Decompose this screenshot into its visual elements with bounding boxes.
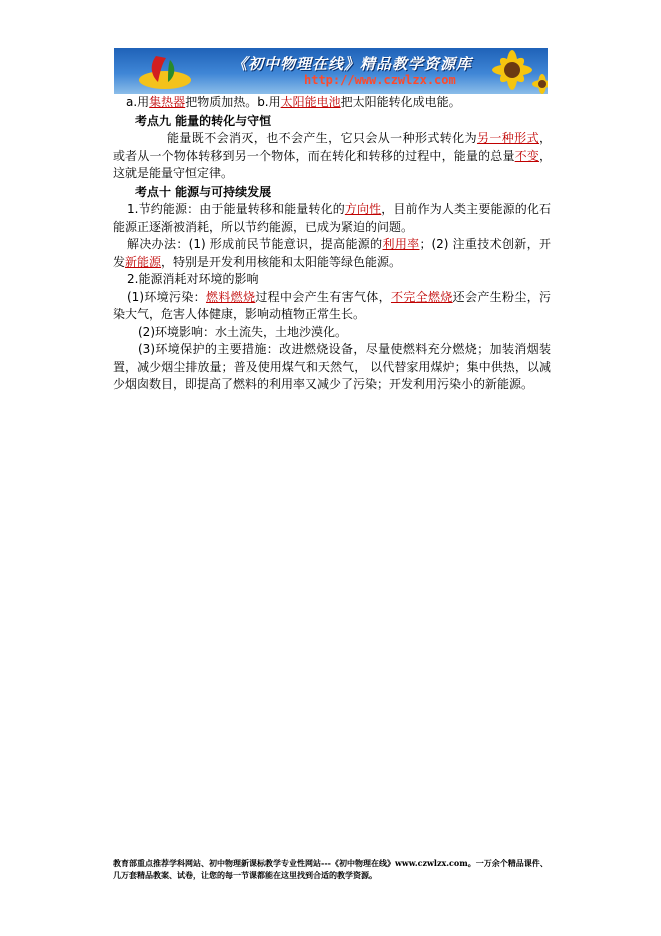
sunflower-image xyxy=(472,48,548,94)
paragraph-protection: (3)环境保护的主要措施：改进燃烧设备，尽量使燃料充分燃烧；加装消烟装置，减少烟尘排放量；普及使用煤气和天然气， 以代替家用煤炉；集中供热，以减少烟囱数目，即提高了燃料的利用率又减少了污染；开发利用污染小的新能源。 xyxy=(113,342,551,391)
banner-title: 《初中物理在线》精品教学资源库 xyxy=(232,55,473,73)
paragraph-impact-title: 2.能源消耗对环境的影响 xyxy=(127,272,259,286)
footer-note: 教育部重点推荐学科网站、初中物理新课标教学专业性网站---《初中物理在线》www.czwlzx.com。一万余个精品课件、几万套精品教案、试卷，让您的每一节课都能在这里找到合适的教学资源。 xyxy=(113,858,548,880)
term-new-energy: 新能源 xyxy=(125,254,162,269)
term-utilization: 利用率 xyxy=(382,237,420,251)
header-banner xyxy=(114,48,548,94)
paragraph-environment-impact: (2)环境影响：水土流失，土地沙漠化。 xyxy=(138,324,347,339)
term-another-form: 另一种形式 xyxy=(476,131,539,145)
heading-point-9: 考点九 能量的转化与守恒 xyxy=(135,113,272,128)
heading-point-10: 考点十 能源与可持续发展 xyxy=(135,184,272,199)
banner-url[interactable]: http://www.czwlzx.com xyxy=(304,73,456,87)
site-logo xyxy=(136,50,194,92)
paragraph-solutions: 解决办法：(1) 形成前民节能意识，提高能源的利用率；(2) 注重技术创新，开发新能源，特别是开发利用核能和太阳能等绿色能源。 xyxy=(113,237,551,269)
term-incomplete-burning: 不完全燃烧 xyxy=(390,289,453,304)
paragraph-save-energy: 1.节约能源：由于能量转移和能量转化的方向性，目前作为人类主要能源的化石能源正逐渐被消耗，所以节约能源，已成为紧迫的问题。 xyxy=(113,202,551,234)
paragraph-pollution: (1)环境污染：燃料燃烧过程中会产生有害气体，不完全燃烧还会产生粉尘，污染大气，危害人体健康，影响动植物正常生长。 xyxy=(113,289,551,321)
term-unchanged: 不变 xyxy=(514,148,539,163)
term-collector: 集热器 xyxy=(149,95,186,109)
term-fuel-burning: 燃料燃烧 xyxy=(206,289,256,304)
document-body xyxy=(113,94,551,394)
term-direction: 方向性 xyxy=(344,202,382,216)
term-solar-cell: 太阳能电池 xyxy=(280,95,341,109)
paragraph-solar-use: a.用集热器把物质加热。b.用太阳能电池把太阳能转化成电能。 xyxy=(126,95,461,109)
paragraph-conservation: 能量既不会消灭，也不会产生，它只会从一种形式转化为另一种形式，或者从一个物体转移到另一个物体，而在转化和转移的过程中，能量的总量不变，这就是能量守恒定律。 xyxy=(113,131,551,180)
